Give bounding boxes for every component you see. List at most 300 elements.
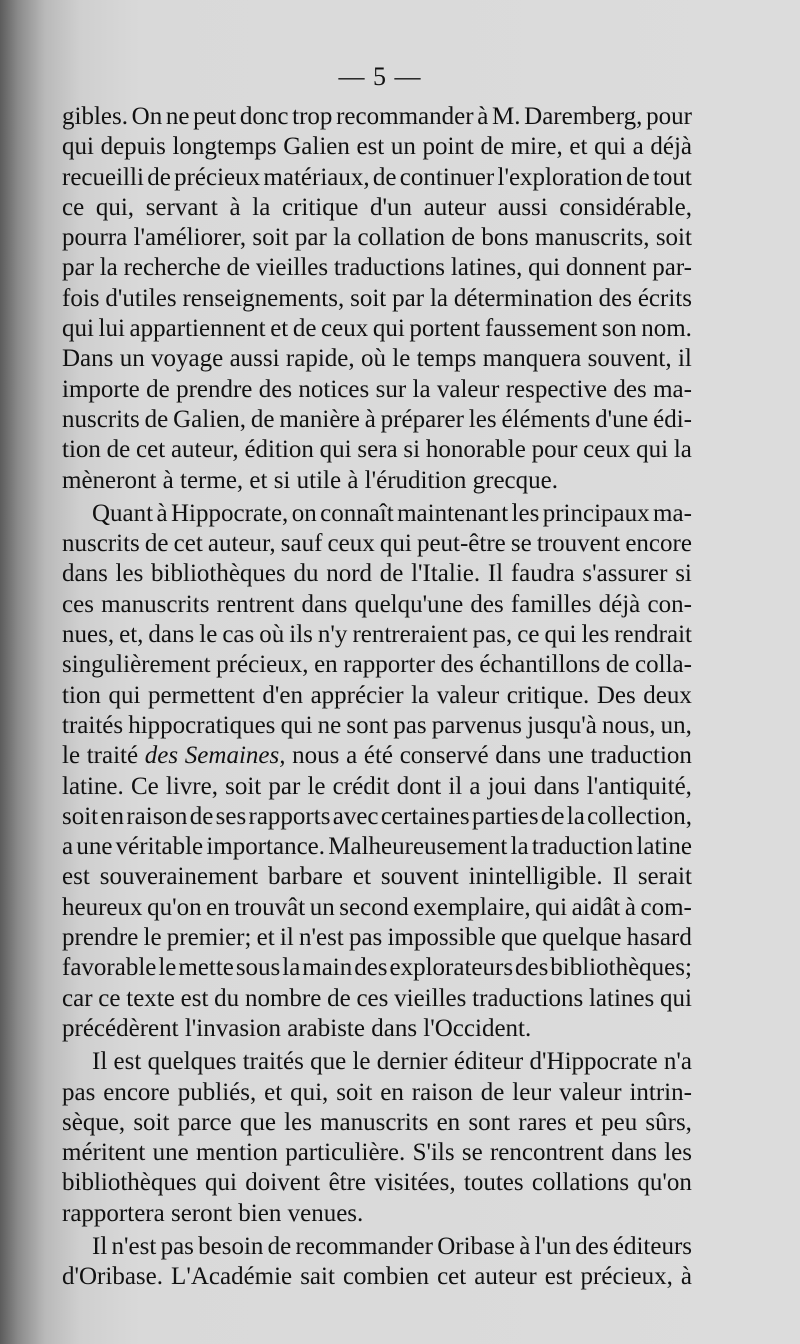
word: principaux — [542, 499, 650, 527]
word: traductions — [333, 254, 446, 282]
word: s'assurer — [582, 560, 668, 588]
word: qu'on — [147, 893, 202, 921]
word: par — [268, 772, 301, 800]
word: ces — [62, 590, 94, 618]
word: manuscrits — [320, 1108, 429, 1136]
text-line — [62, 102, 692, 132]
word: de — [267, 1232, 292, 1260]
word: auteur, — [170, 436, 239, 464]
word: des — [598, 284, 632, 312]
word: sera — [357, 436, 398, 464]
word: ses — [215, 802, 247, 830]
word: second — [339, 893, 409, 921]
word: qui — [660, 984, 692, 1012]
word: précieux, — [580, 1263, 673, 1291]
word: se — [510, 530, 532, 558]
text-line — [62, 284, 692, 314]
word: On — [131, 103, 163, 130]
word: un — [119, 345, 145, 373]
word: les — [664, 1139, 692, 1167]
word: renseignements, — [182, 284, 345, 312]
word: encore — [103, 1078, 170, 1106]
word: d'en — [262, 681, 304, 709]
text-line — [62, 832, 692, 862]
word: heureux — [62, 893, 143, 921]
word: nous, — [602, 711, 656, 739]
word: de — [379, 560, 404, 588]
word: a — [632, 133, 644, 161]
word: qui — [528, 254, 561, 282]
word: rencontrent — [489, 1139, 604, 1167]
text-line — [62, 1262, 692, 1292]
word: honorable — [425, 436, 526, 464]
word: manière — [279, 405, 360, 433]
word: quelqu'une — [354, 590, 464, 618]
word: favorable — [62, 954, 157, 982]
word: a — [346, 742, 358, 770]
word: considérable, — [559, 193, 692, 221]
word: con- — [647, 590, 692, 618]
word: est — [180, 984, 209, 1012]
word: dans — [301, 590, 348, 618]
word: nord — [326, 560, 373, 588]
word: Quant — [92, 499, 154, 527]
word: sont — [468, 1108, 511, 1136]
word: soit — [62, 802, 99, 830]
word: dans — [611, 1139, 657, 1167]
word: Malheureusement — [328, 833, 508, 861]
word: ne — [317, 711, 342, 739]
word: rapporter — [343, 651, 435, 679]
word: le — [62, 742, 81, 770]
word: les — [284, 1108, 312, 1136]
word: tion — [62, 681, 101, 709]
word: le — [392, 345, 411, 373]
word: collection, — [587, 802, 692, 830]
word: si — [675, 560, 692, 588]
word: com- — [640, 893, 692, 921]
text-line — [62, 984, 692, 1014]
word: Hippocrate, — [171, 499, 289, 527]
word: le — [158, 954, 177, 982]
word: de — [147, 163, 171, 191]
word: matériaux, — [263, 163, 370, 191]
word: des — [258, 375, 293, 403]
word: crédit — [332, 772, 390, 800]
word: de — [226, 254, 251, 282]
word: connaît — [320, 499, 394, 527]
text-line — [62, 681, 692, 711]
word: de — [189, 802, 214, 830]
word: la — [333, 224, 352, 252]
word: Des — [596, 681, 636, 709]
word: de — [372, 163, 397, 191]
text-line — [62, 163, 692, 193]
word: déjà — [598, 590, 641, 618]
word: où — [259, 621, 285, 649]
word: qui — [379, 530, 412, 558]
word: ceux — [583, 436, 631, 464]
word: certaines — [380, 802, 470, 830]
word: en — [436, 1108, 461, 1136]
word: à — [477, 103, 489, 130]
text-line: mèneront à terme, et si utile à l'érudition grecque. — [62, 466, 558, 494]
word: une — [152, 1139, 189, 1167]
word: latine — [636, 833, 692, 861]
word: L'Académie — [171, 1263, 293, 1291]
text-line — [62, 650, 692, 680]
word: intrin- — [629, 1078, 692, 1106]
word: visitées, — [374, 1169, 456, 1197]
word: et — [264, 1078, 283, 1106]
text-line — [62, 529, 692, 559]
word: parvenus — [431, 711, 522, 739]
text-line — [62, 1078, 692, 1108]
word: nues, — [62, 621, 115, 649]
word: barbare — [267, 863, 343, 891]
word: rentreraient — [352, 621, 468, 649]
word: la — [252, 193, 271, 221]
word: aidât — [571, 893, 621, 921]
word: un — [390, 133, 416, 161]
word: quelque — [542, 924, 622, 952]
word: que — [500, 924, 538, 952]
word: ne — [165, 103, 190, 130]
word: point — [422, 133, 474, 161]
word: recommander — [336, 103, 474, 130]
word: hasard — [626, 924, 692, 952]
word: traduction — [531, 833, 634, 861]
word: premier; — [166, 924, 252, 952]
word: recherche — [123, 254, 221, 282]
word: si — [403, 436, 421, 464]
text-line — [62, 435, 692, 465]
word: fois — [62, 284, 100, 312]
word: quelques — [147, 1048, 237, 1076]
word: préparer — [380, 405, 464, 433]
word: qui, — [95, 193, 135, 221]
word: souverainement — [99, 863, 259, 891]
word: et — [270, 315, 289, 343]
word: qui — [319, 436, 352, 464]
word: échantillons — [479, 651, 601, 679]
word: Il — [92, 1232, 108, 1260]
text-line — [62, 620, 692, 650]
word: pas — [348, 924, 383, 952]
word: pour — [531, 436, 578, 464]
word: en — [380, 1078, 404, 1106]
text-line — [62, 193, 692, 223]
word: un — [309, 893, 335, 921]
word: Galien — [283, 133, 350, 161]
word: son — [601, 315, 637, 343]
text-line — [62, 344, 692, 374]
word: par — [392, 284, 425, 312]
word: manuscrits, — [534, 224, 650, 252]
word: est — [62, 863, 90, 891]
word: manuscrits — [101, 590, 210, 618]
word: le — [143, 924, 162, 952]
word: souvent — [380, 863, 459, 891]
word: qui — [544, 621, 577, 649]
body-text — [62, 102, 692, 1293]
word: des — [144, 742, 179, 770]
word: et, — [119, 621, 144, 649]
word: de — [250, 405, 275, 433]
word: M. — [492, 103, 521, 130]
text-line — [62, 1108, 692, 1138]
word: auteur — [423, 193, 487, 221]
word: du — [293, 560, 319, 588]
word: dans — [148, 621, 195, 649]
text-line — [62, 375, 692, 405]
word: pas — [62, 1078, 96, 1106]
word: trouvent — [536, 530, 621, 558]
word: exemplaire, — [413, 893, 531, 921]
paragraph-start-line — [62, 1047, 692, 1077]
word: qui — [62, 315, 94, 343]
word: importe — [62, 375, 140, 403]
word: que — [310, 1048, 347, 1076]
paragraph-start-line — [62, 499, 692, 529]
word: nuscrits — [62, 530, 140, 558]
word: à — [364, 405, 376, 433]
word: qui — [535, 893, 568, 921]
word: combien — [342, 1263, 430, 1291]
word: le — [307, 772, 326, 800]
word: donnent — [565, 254, 647, 282]
word: par — [294, 224, 327, 252]
word: Galien, — [173, 405, 246, 433]
word: Il — [612, 863, 628, 891]
word: la — [566, 802, 585, 830]
word: sur — [375, 375, 407, 403]
word: ce — [517, 621, 540, 649]
text-line — [62, 132, 692, 162]
word: de — [146, 375, 170, 403]
word: ce — [98, 984, 121, 1012]
word: à — [229, 193, 241, 221]
word: de — [451, 224, 475, 252]
word: latine. — [62, 772, 124, 800]
text-line — [62, 772, 692, 802]
word: ces — [356, 984, 389, 1012]
word: et — [352, 863, 371, 891]
word: bibliothèques — [62, 1169, 197, 1197]
word: est — [544, 1263, 573, 1291]
word: qui — [205, 1169, 237, 1197]
word: mention — [195, 1139, 278, 1167]
word: précieux — [174, 163, 261, 191]
word: Oribase — [437, 1232, 515, 1260]
text-line — [62, 802, 692, 832]
word: pas, — [472, 621, 513, 649]
word: de — [144, 405, 169, 433]
word: bibliothèques — [151, 560, 286, 588]
word: peut-être — [416, 530, 506, 558]
text-line — [62, 559, 692, 589]
word: doivent — [245, 1169, 321, 1197]
word: du — [214, 984, 240, 1012]
word: de — [480, 133, 505, 161]
word: traités — [242, 1048, 304, 1076]
word: leur — [512, 1078, 552, 1106]
word: valeur — [559, 1078, 622, 1106]
word: main — [302, 954, 353, 982]
word: portent — [409, 315, 481, 343]
word: il — [279, 924, 294, 952]
word: nous — [292, 742, 340, 770]
word: déjà — [650, 133, 692, 161]
word: se — [461, 1139, 483, 1167]
word: la — [411, 681, 430, 709]
word: valeur — [436, 375, 500, 403]
word: rapide, — [285, 345, 355, 373]
word: S'ils — [412, 1139, 455, 1167]
word: d'Oribase. — [62, 1263, 164, 1291]
word: les — [511, 499, 540, 527]
word: écrits — [637, 284, 692, 312]
word: qui — [372, 315, 405, 343]
word: traités — [62, 711, 124, 739]
word: valeur — [436, 681, 500, 709]
word: qui — [594, 133, 627, 161]
word: traductions — [472, 984, 584, 1012]
word: Daremberg, — [524, 103, 643, 130]
word: que — [239, 1108, 276, 1136]
word: prendre — [176, 375, 253, 403]
word: qu'on — [637, 1169, 692, 1197]
word: l'améliorer, — [133, 224, 247, 252]
word: notices — [298, 375, 370, 403]
word: des — [440, 651, 474, 679]
word: voyage — [151, 345, 224, 373]
word: n'a — [663, 1048, 692, 1076]
word: qui — [108, 681, 141, 709]
word: publiés, — [177, 1078, 257, 1106]
word: à — [519, 1232, 531, 1260]
word: explorateurs — [389, 954, 514, 982]
word: détermination — [453, 284, 593, 312]
word: qui — [280, 711, 313, 739]
paragraph-start-line — [62, 1232, 692, 1262]
word: donc — [239, 103, 289, 130]
word: Ce — [130, 772, 159, 800]
word: à — [680, 1263, 692, 1291]
word: cas — [222, 621, 255, 649]
word: toutes — [463, 1169, 524, 1197]
word: la — [412, 375, 431, 403]
word: de — [327, 984, 351, 1012]
word: soit — [655, 224, 692, 252]
word: un, — [660, 711, 692, 739]
word: le — [352, 1048, 371, 1076]
word: la — [282, 954, 301, 982]
word: dans — [62, 560, 108, 588]
word: tout — [652, 163, 692, 191]
text-line — [62, 1168, 692, 1198]
word: prendre — [62, 924, 139, 952]
word: auteur, — [207, 530, 276, 558]
word: des — [470, 590, 504, 618]
word: jusqu'à — [527, 711, 597, 739]
word: des — [515, 954, 549, 982]
word: faussement — [484, 315, 598, 343]
word: permettent — [147, 681, 255, 709]
word: depuis — [100, 133, 166, 161]
word: soit — [225, 772, 262, 800]
word: sauf — [280, 530, 323, 558]
word: hippocratiques — [128, 711, 276, 739]
word: dans — [533, 772, 580, 800]
word: peut — [193, 103, 237, 130]
word: pour — [646, 103, 692, 130]
word: ceux — [321, 315, 369, 343]
word: est — [113, 1048, 142, 1076]
word: et — [574, 1108, 593, 1136]
word: il — [448, 772, 463, 800]
word: sous — [235, 954, 281, 982]
word: appartiennent — [129, 315, 266, 343]
word: la — [673, 436, 692, 464]
word: bons — [481, 224, 529, 252]
word: qui — [636, 436, 669, 464]
word: Il — [487, 560, 504, 588]
word: nuscrits — [62, 405, 140, 433]
word: servant — [145, 193, 218, 221]
word: ils — [289, 621, 313, 649]
word: d'un — [369, 193, 412, 221]
word: a — [469, 772, 481, 800]
word: qui, — [290, 1078, 329, 1106]
word: soit — [252, 224, 289, 252]
word: est — [356, 133, 385, 161]
word: sont — [346, 711, 389, 739]
word: les — [468, 405, 497, 433]
word: et — [569, 133, 588, 161]
word: édi- — [653, 405, 692, 433]
word: de — [144, 530, 169, 558]
word: par — [62, 254, 94, 282]
text-line — [62, 590, 692, 620]
word: dont — [396, 772, 442, 800]
word: dans — [495, 742, 542, 770]
word: où — [360, 345, 386, 373]
word: le — [199, 621, 218, 649]
word: été — [363, 742, 394, 770]
word: deux — [643, 681, 692, 709]
word: on — [291, 499, 317, 527]
word: particulière. — [285, 1139, 406, 1167]
word: collations — [531, 1169, 630, 1197]
word: il — [677, 345, 692, 373]
word: pourra — [62, 224, 128, 252]
word: dernier — [376, 1048, 448, 1076]
word: rares — [518, 1108, 567, 1136]
word: méritent — [62, 1139, 146, 1167]
word: Semaines, — [184, 742, 286, 770]
word: rentrent — [216, 590, 295, 618]
word: précieux, — [216, 651, 309, 679]
word: une — [76, 833, 113, 861]
word: soit — [336, 1078, 373, 1106]
word: traité — [86, 742, 139, 770]
word: peu — [601, 1108, 638, 1136]
word: la — [510, 833, 529, 861]
word: de — [626, 163, 650, 191]
word: d'Hippocrate — [529, 1048, 658, 1076]
word: pas — [160, 1232, 194, 1260]
